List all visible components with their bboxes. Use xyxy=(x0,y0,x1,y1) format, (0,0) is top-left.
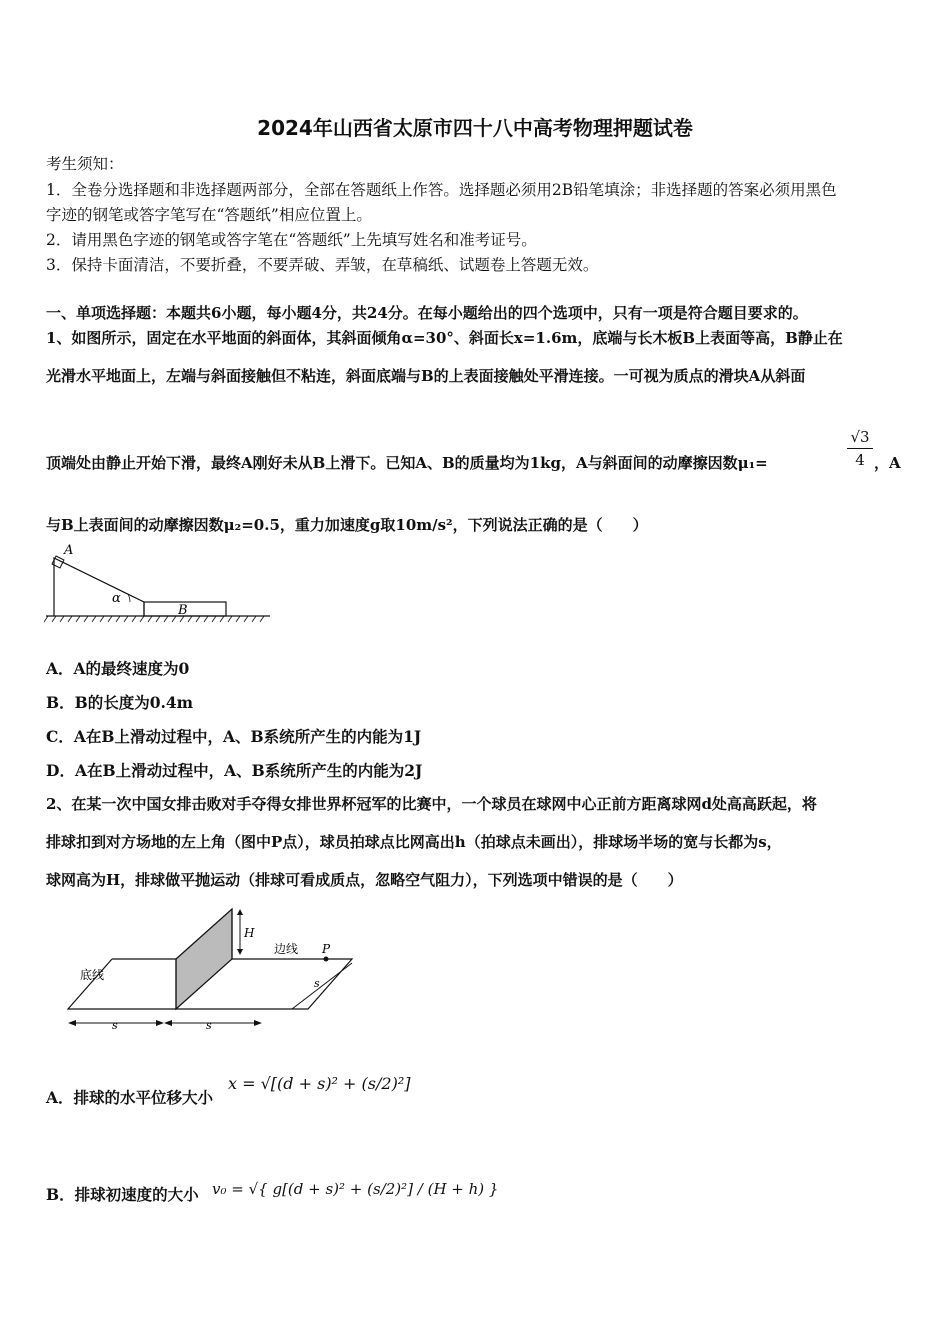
q2-text-line: 球网高为H，排球做平抛运动（排球可看成质点，忽略空气阻力），下列选项中错误的是（ ） xyxy=(46,871,683,889)
label-h: H xyxy=(244,926,255,940)
mu1-numerator: √3 xyxy=(847,428,873,449)
label-baseline: 底线 xyxy=(80,968,105,982)
notice-item: 1．全卷分选择题和非选择题两部分，全部在答题纸上作答。选择题必须用2B铅笔填涂；非选择题的答案必须用黑色 xyxy=(46,181,837,199)
label-p: P xyxy=(322,942,331,956)
notice-item: 2．请用黑色字迹的钢笔或答字笔在“答题纸”上先填写姓名和准考证号。 xyxy=(46,231,537,249)
q2-text-line: 排球扣到对方场地的左上角（图中P点），球员拍球点比网高出h（拍球点未画出），排球场半场的宽与长都为s， xyxy=(46,833,782,851)
q1-text-line: 1、如图所示，固定在水平地面的斜面体，其斜面倾角α=30°、斜面长x=1.6m，底端与长木板B上表面等高，B静止在 xyxy=(46,329,843,347)
label-sideline: 边线 xyxy=(274,942,299,956)
section-heading: 一、单项选择题：本题共6小题，每小题4分，共24分。在每小题给出的四个选项中，只有一项是符合题目要求的。 xyxy=(46,304,808,322)
q1-text-line: 光滑水平地面上，左端与斜面接触但不粘连，斜面底端与B的上表面接触处平滑连接。一可视为质点的滑块A从斜面 xyxy=(46,367,806,385)
label-b: B xyxy=(178,603,188,618)
label-alpha: α xyxy=(112,591,121,606)
q1-text-line: 顶端处由静止开始下滑，最终A刚好未从B上滑下。已知A、B的质量均为1kg，A与斜面间的动摩擦因数μ₁= xyxy=(46,454,768,472)
mu1-denominator: 4 xyxy=(855,451,865,469)
q2-option-b-label: B．排球初速度的大小 xyxy=(46,1185,199,1204)
q2-text-line: 2、在某一次中国女排击败对手夺得女排世界杯冠军的比赛中，一个球员在球网中心正前方距离球网d处高高跃起，将 xyxy=(46,795,817,813)
q1-option-d: D．A在B上滑动过程中，A、B系统所产生的内能为2J xyxy=(46,761,423,780)
mu1-fraction xyxy=(847,428,873,469)
q2-option-a-formula: x = √[(d + s)² + (s/2)²] xyxy=(228,1074,411,1093)
q1-text-line: 与B上表面间的动摩擦因数μ₂=0.5，重力加速度g取10m/s²，下列说法正确的是（ ） xyxy=(46,516,648,534)
label-a: A xyxy=(64,543,74,558)
q1-text-tail: ，A xyxy=(874,454,901,472)
notice-heading: 考生须知： xyxy=(46,155,124,173)
label-s: s xyxy=(112,1019,118,1032)
q1-figure xyxy=(44,540,274,624)
label-s: s xyxy=(206,1019,212,1032)
q1-option-a: A．A的最终速度为0 xyxy=(46,659,190,678)
q2-option-b-formula: v₀ = √{ g[(d + s)² + (s/2)²] / (H + h) } xyxy=(212,1180,499,1198)
q1-option-b: B．B的长度为0.4m xyxy=(46,693,194,712)
q2-figure xyxy=(60,905,360,1035)
q2-option-a-label: A．排球的水平位移大小 xyxy=(46,1088,214,1107)
notice-item: 字迹的钢笔或答字笔写在“答题纸”相应位置上。 xyxy=(46,206,372,224)
label-s: s xyxy=(314,977,320,990)
notice-item: 3．保持卡面清洁，不要折叠，不要弄破、弄皱，在草稿纸、试题卷上答题无效。 xyxy=(46,256,599,274)
q1-option-c: C．A在B上滑动过程中，A、B系统所产生的内能为1J xyxy=(46,727,422,746)
page-title: 2024年山西省太原市四十八中高考物理押题试卷 xyxy=(257,116,693,140)
